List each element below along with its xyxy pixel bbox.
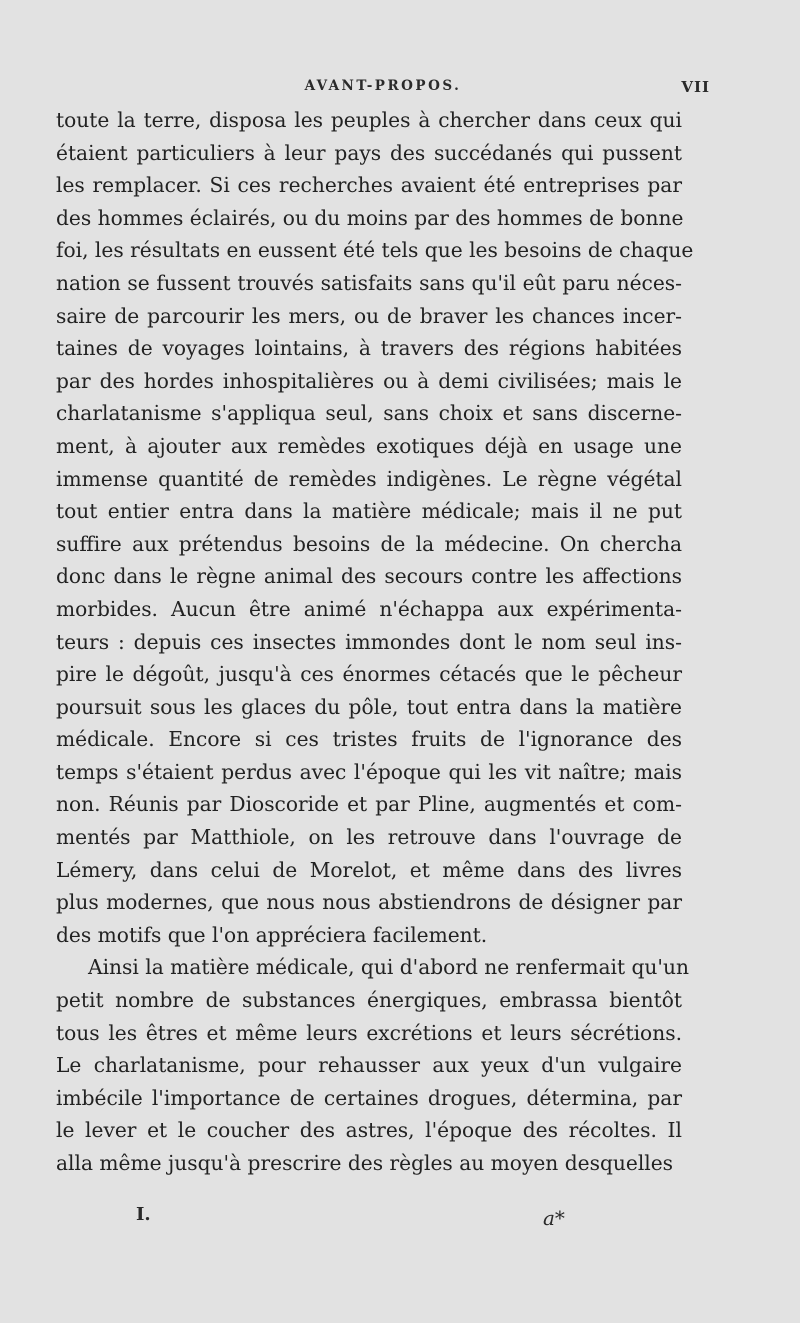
text-line: toute la terre, disposa les peuples à chercher dans ceux qui	[56, 108, 682, 132]
text-line: médicale. Encore si ces tristes fruits de l'ignorance des	[56, 727, 682, 752]
text-line: nation se fussent trouvés satisfaits sans qu'il eût paru néces-	[56, 270, 682, 295]
body-text	[56, 104, 694, 1180]
text-line: plus modernes, que nous nous abstiendrons de désigner par	[56, 890, 682, 915]
text-line: poursuit sous les glaces du pôle, tout entra dans la matière	[56, 694, 682, 719]
text-line: saire de parcourir les mers, ou de braver les chances incer-	[56, 303, 682, 328]
text-line: charlatanisme s'appliqua seul, sans choix et sans discerne-	[56, 401, 682, 426]
page-footer	[56, 1204, 710, 1234]
text-line: temps s'étaient perdus avec l'époque qui les vit naître; mais	[56, 759, 682, 784]
text-line: le lever et le coucher des astres, l'époque des récoltes. Il	[56, 1118, 682, 1143]
signature-mark: I.	[136, 1204, 151, 1225]
page-header	[56, 76, 710, 100]
text-line: des hommes éclairés, ou du moins par des hommes de bonne	[56, 205, 684, 230]
text-line: foi, les résultats en eussent été tels que les besoins de chaque	[56, 238, 694, 263]
text-line: non. Réunis par Dioscoride et par Pline, augmentés et com-	[56, 792, 682, 817]
running-head: AVANT-PROPOS.	[304, 78, 462, 94]
text-line: Lémery, dans celui de Morelot, et même dans des livres	[56, 857, 682, 882]
text-line: pire le dégoût, jusqu'à ces énormes cétacés que le pêcheur	[56, 662, 682, 687]
text-line: immense quantité de remèdes indigènes. Le règne végétal	[56, 466, 682, 491]
text-line: alla même jusqu'à prescrire des règles au moyen desquelles	[56, 1151, 674, 1175]
text-line: mentés par Matthiole, on les retrouve dans l'ouvrage de	[56, 825, 682, 850]
text-line: les remplacer. Si ces recherches avaient été entreprises par	[56, 173, 682, 198]
text-line: tous les êtres et même leurs excrétions et leurs sécrétions.	[56, 1020, 682, 1045]
text-line: morbides. Aucun être animé n'échappa aux expérimenta-	[56, 596, 682, 621]
text-line: tout entier entra dans la matière médicale; mais il ne put	[56, 499, 682, 524]
text-line: teurs : depuis ces insectes immondes dont le nom seul ins-	[56, 629, 682, 654]
text-line: Ainsi la matière médicale, qui d'abord ne renfermait qu'un	[88, 955, 689, 980]
sheet-mark: a*	[543, 1206, 565, 1230]
text-line: imbécile l'importance de certaines drogues, détermina, par	[56, 1085, 682, 1110]
text-line: petit nombre de substances énergiques, embrassa bientôt	[56, 988, 682, 1013]
text-line: taines de voyages lointains, à travers des régions habitées	[56, 336, 682, 361]
text-line: suffire aux prétendus besoins de la médecine. On chercha	[56, 531, 682, 556]
text-line: des motifs que l'on appréciera facilement.	[56, 922, 488, 947]
text-line: par des hordes inhospitalières ou à demi civilisées; mais le	[56, 368, 682, 393]
text-line: donc dans le règne animal des secours contre les affections	[56, 564, 682, 589]
text-line: Le charlatanisme, pour rehausser aux yeux d'un vulgaire	[56, 1053, 682, 1078]
page-number: VII	[681, 78, 710, 96]
text-line: étaient particuliers à leur pays des succédanés qui pussent	[56, 140, 682, 165]
text-line: ment, à ajouter aux remèdes exotiques déjà en usage une	[56, 433, 682, 458]
